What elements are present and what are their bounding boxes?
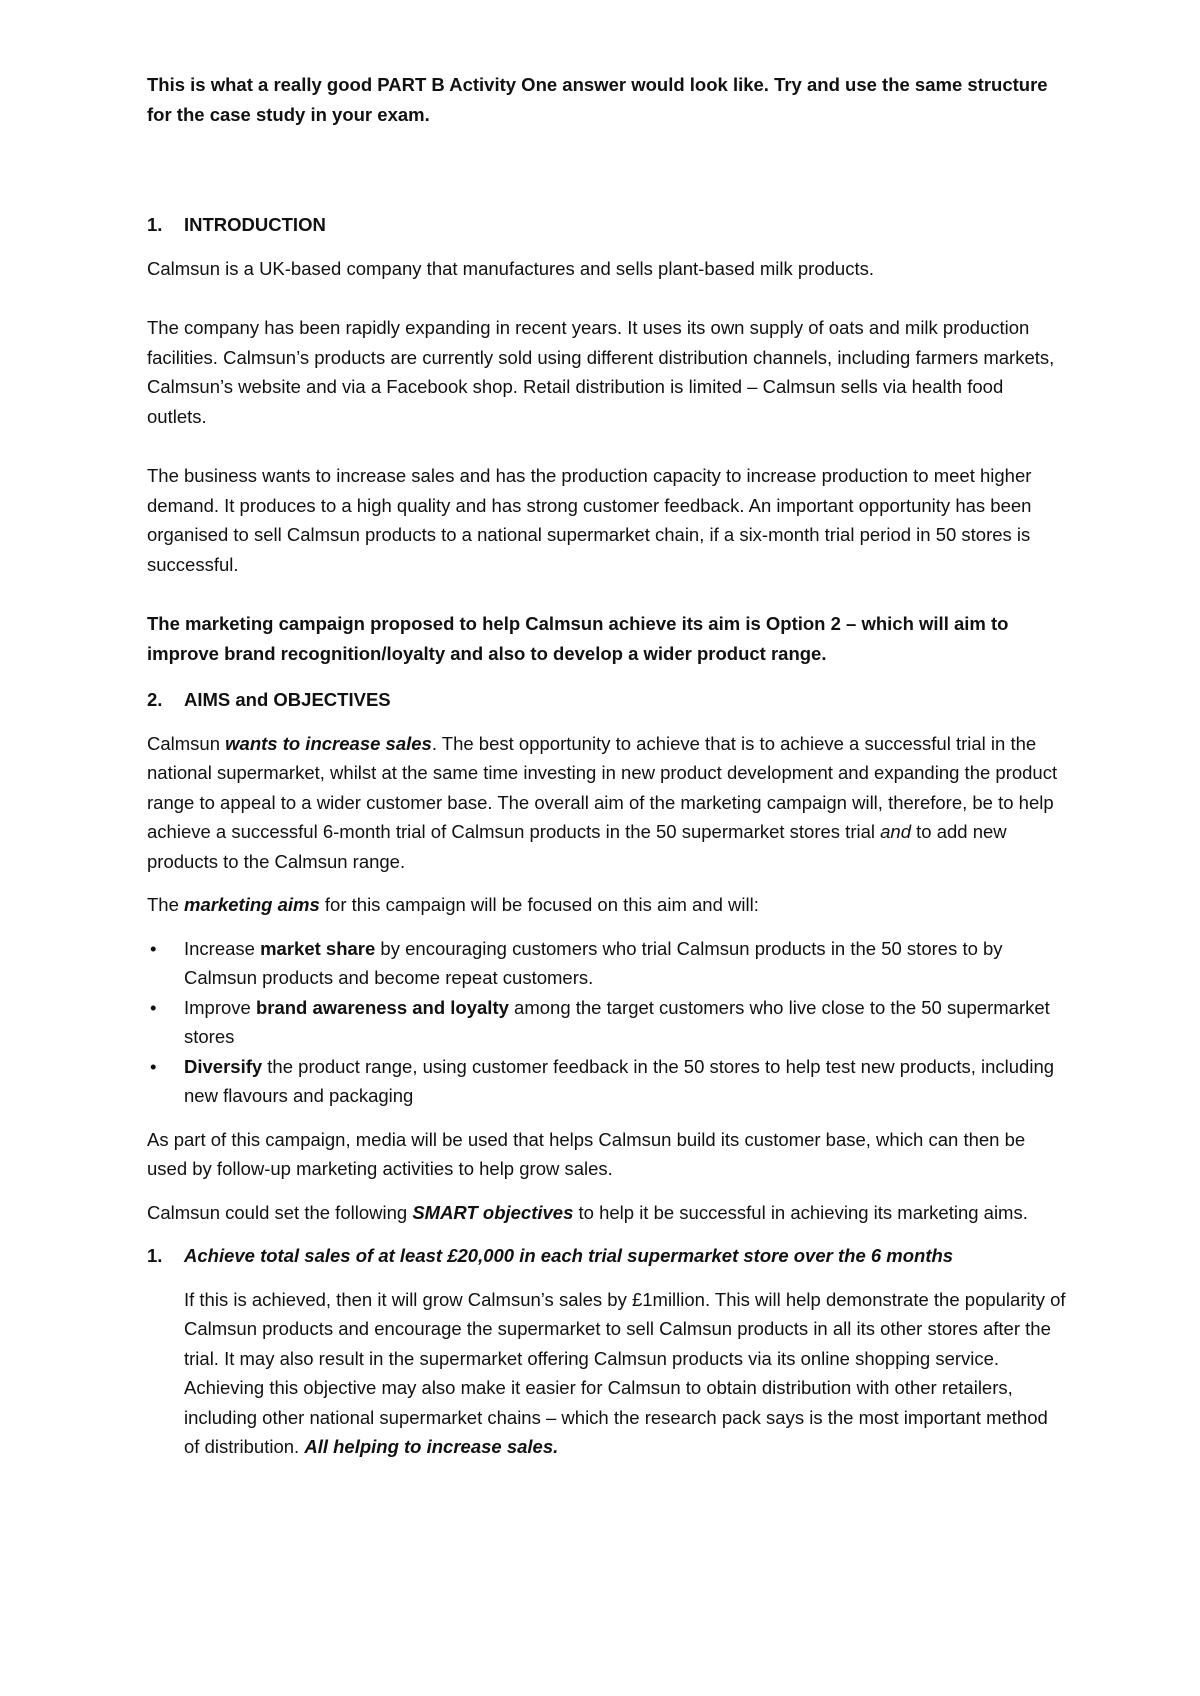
text-run: The [147,894,185,915]
bold-text: market share [260,937,376,959]
text-run: Calmsun [147,732,226,754]
document-content [147,70,1067,1462]
marketing-aims-intro [147,890,1067,920]
objective-heading [147,1241,1067,1271]
text-run: to help it be successful in achieving its marketing aims. [573,1201,1028,1223]
paragraph: The company has been rapidly expanding in recent years. It uses its own supply of oats and milk production facilities. Calmsun’s products are currently sold using different distribution channels, including farmers markets, Calmsun’s website and via a Facebook shop. Retail distribution is limited – Calmsun sells via health food outlets. [147,317,1055,427]
text-run: for this campaign will be focused on this aim and will: [319,894,759,915]
section-heading-introduction [147,210,1067,240]
bullet-glyph: • [150,996,157,1018]
objective-body [147,1285,1067,1462]
section-title: AIMS and OBJECTIVES [184,689,391,710]
bold-text: brand awareness and loyalty [255,996,509,1018]
marketing-aims-list [147,934,1067,1111]
paragraph: As part of this campaign, media will be used that helps Calmsun build its customer base, which can then be used by follow-up marketing activities to help grow sales. [147,1128,1026,1179]
section-heading-aims [147,685,1067,715]
text-run: Improve [184,996,256,1018]
section-number: 2. [147,689,163,710]
paragraph: Calmsun is a UK-based company that manufactures and sells plant-based milk products. [147,257,874,279]
bullet-glyph: • [150,937,157,959]
aims-paragraph [147,729,1067,877]
text-run: Increase [184,937,261,959]
campaign-proposal-paragraph: The marketing campaign proposed to help Calmsun achieve its aim is Option 2 – which will aim to improve brand recognition/loyalty and also to develop a wider product range. [147,613,1009,664]
smart-objectives-intro [147,1198,1067,1228]
bullet-glyph: • [150,1055,157,1077]
emphasis-text: marketing aims [184,894,320,915]
bold-text: Diversify [184,1055,263,1077]
section-title: INTRODUCTION [184,214,326,235]
emphasis-text: All helping to increase sales. [304,1436,559,1457]
section-number: 1. [147,214,163,235]
text-run: the product range, using customer feedback in the 50 stores to help test new products, including new flavours and packaging [184,1055,1055,1106]
objective-title: Achieve total sales of at least £20,000 in each trial supermarket store over the 6 months [184,1245,954,1266]
text-run: to add new products to the Calmsun range. [147,821,1007,872]
emphasis-text: and [880,821,912,842]
objective-number: 1. [147,1245,163,1266]
list-item [147,993,1067,1052]
text-run: by encouraging customers who trial Calmsun products in the 50 stores to by Calmsun products and become repeat customers. [184,937,1003,988]
emphasis-text: wants to increase sales [225,732,432,754]
text-run: . The best opportunity to achieve that is to achieve a successful trial in the national supermarket, whilst at the same time investing in new product development and expanding the product range to appeal to a wider customer base. The overall aim of the marketing campaign will, therefore, be to help achieve a successful 6-month trial of Calmsun products in the 50 supermarket stores trial [147,732,1058,842]
text-run: Calmsun could set the following [147,1201,413,1223]
intro-note: This is what a really good PART B Activity One answer would look like. Try and use the same structure for the case study in your exam. [147,74,1048,125]
emphasis-text: SMART objectives [412,1201,574,1223]
text-run: among the target customers who live close to the 50 supermarket stores [184,996,1050,1047]
text-run: If this is achieved, then it will grow Calmsun’s sales by £1million. This will help demonstrate the popularity of Calmsun products and encourage the supermarket to sell Calmsun products in all its other stores after the trial. It may also result in the supermarket offering Calmsun products via its online shopping service. Achieving this objective may also make it easier for Calmsun to obtain distribution with other retailers, including other national supermarket chains – which the research pack says is the most important method of distribution. [184,1288,1066,1457]
paragraph: The business wants to increase sales and has the production capacity to increase production to meet higher demand. It produces to a high quality and has strong customer feedback. An important opportunity has been organised to sell Calmsun products to a national supermarket chain, if a six-month trial period in 50 stores is successful. [147,465,1032,575]
list-item [147,1052,1067,1111]
list-item [147,934,1067,993]
